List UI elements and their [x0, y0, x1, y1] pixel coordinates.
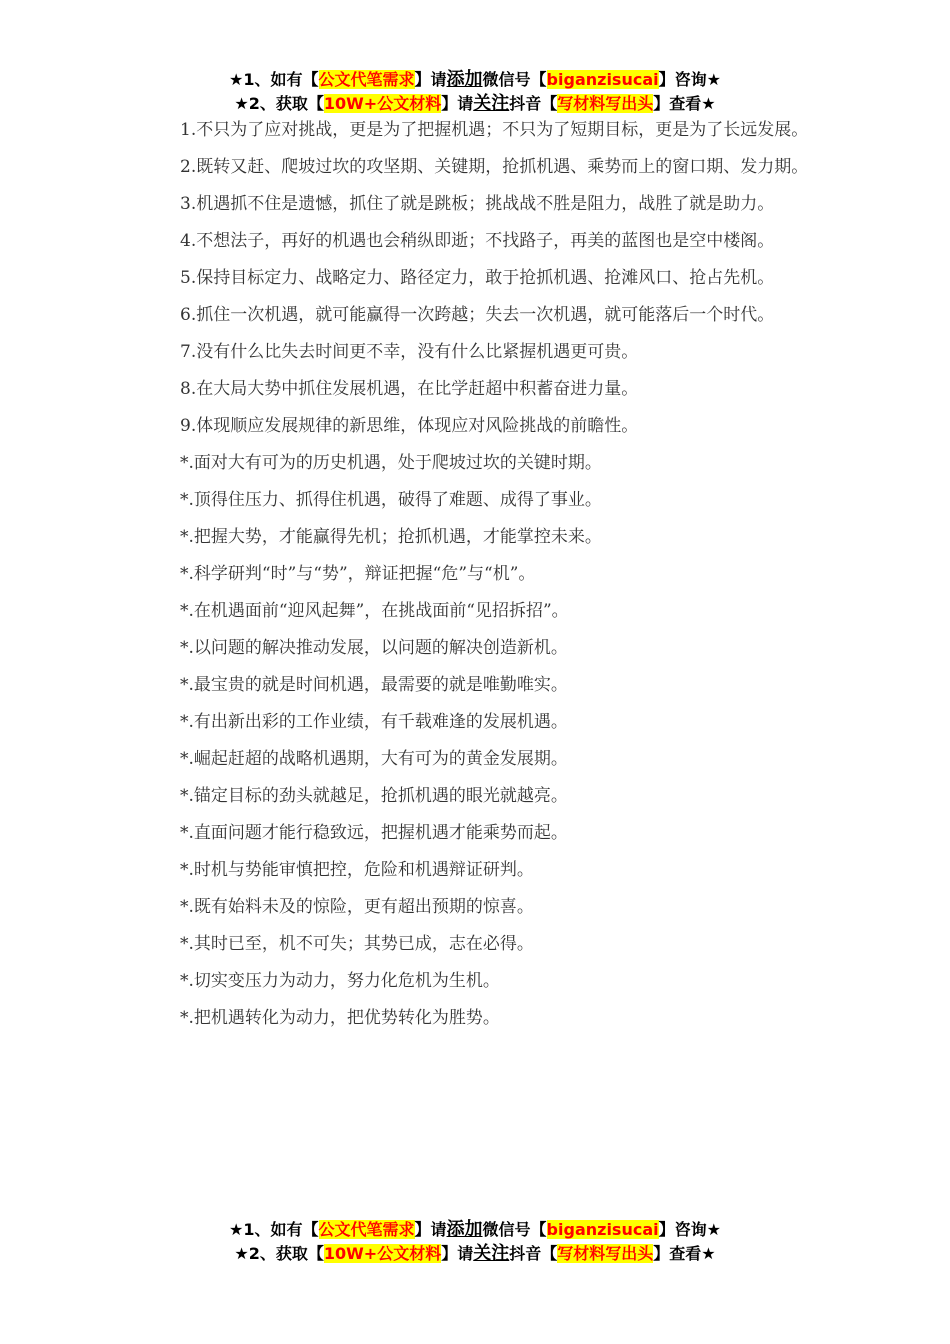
- header-text: 】查看★: [653, 1244, 716, 1263]
- highlight-materials: 10W+公文材料: [323, 1244, 442, 1263]
- paragraph: 2.既转又赶、爬坡过坎的攻坚期、关键期，抢抓机遇、乘势而上的窗口期、发力期。: [180, 157, 809, 177]
- paragraph: 5.保持目标定力、战略定力、路径定力，敢于抢抓机遇、抢滩风口、抢占先机。: [180, 268, 775, 288]
- header-text: ★1、如有【: [229, 1220, 319, 1239]
- paragraph: 9.体现顺应发展规律的新思维，体现应对风险挑战的前瞻性。: [180, 416, 639, 436]
- header-line-1: [0, 68, 950, 92]
- highlight-wechat-id: biganzisucai: [546, 1220, 659, 1239]
- paragraph: *.切实变压力为动力，努力化危机为生机。: [180, 971, 500, 991]
- header-text: 】查看★: [653, 94, 716, 113]
- header-text: 】请: [414, 1220, 447, 1239]
- paragraph: *.直面问题才能行稳致远，把握机遇才能乘势而起。: [180, 823, 568, 843]
- header-text: 】咨询★: [658, 70, 721, 89]
- paragraph: *.在机遇面前“迎风起舞”，在挑战面前“见招拆招”。: [180, 601, 569, 621]
- paragraph: *.最宝贵的就是时间机遇，最需要的就是唯勤唯实。: [180, 675, 568, 695]
- header-line-2: [0, 92, 950, 116]
- underlined-word: 关注: [473, 1243, 510, 1264]
- paragraph: *.崛起赶超的战略机遇期，大有可为的黄金发展期。: [180, 749, 568, 769]
- bottom-header: [0, 1218, 950, 1266]
- paragraph: 1.不只为了应对挑战，更是为了把握机遇；不只为了短期目标，更是为了长远发展。: [180, 120, 809, 140]
- highlight-douyin-account: 写材料写出头: [557, 1244, 654, 1263]
- paragraph: 3.机遇抓不住是遗憾，抓住了就是跳板；挑战战不胜是阻力，战胜了就是助力。: [180, 194, 775, 214]
- underlined-word: 添加: [446, 1219, 483, 1240]
- paragraph: 7.没有什么比失去时间更不幸，没有什么比紧握机遇更可贵。: [180, 342, 639, 362]
- paragraph: 6.抓住一次机遇，就可能赢得一次跨越；失去一次机遇，就可能落后一个时代。: [180, 305, 775, 325]
- paragraph: 4.不想法子，再好的机遇也会稍纵即逝；不找路子，再美的蓝图也是空中楼阁。: [180, 231, 775, 251]
- header-text: ★2、获取【: [234, 1244, 324, 1263]
- paragraph: *.把机遇转化为动力，把优势转化为胜势。: [180, 1008, 500, 1028]
- paragraph: *.以问题的解决推动发展，以问题的解决创造新机。: [180, 638, 568, 658]
- paragraph: 8.在大局大势中抓住发展机遇，在比学赶超中积蓄奋进力量。: [180, 379, 639, 399]
- header-text: ★1、如有【: [229, 70, 319, 89]
- header-text: 】请: [441, 94, 474, 113]
- header-text: 微信号【: [482, 70, 547, 89]
- paragraph: *.面对大有可为的历史机遇，处于爬坡过坎的关键时期。: [180, 453, 602, 473]
- highlight-service: 公文代笔需求: [318, 70, 415, 89]
- highlight-materials: 10W+公文材料: [323, 94, 442, 113]
- footer-line-2: [0, 1242, 950, 1266]
- paragraph: *.时机与势能审慎把控，危险和机遇辩证研判。: [180, 860, 534, 880]
- header-text: 】咨询★: [658, 1220, 721, 1239]
- header-text: 】请: [441, 1244, 474, 1263]
- paragraph: *.其时已至，机不可失；其势已成，志在必得。: [180, 934, 534, 954]
- top-header: [0, 68, 950, 116]
- underlined-word: 添加: [446, 69, 483, 90]
- header-text: 抖音【: [509, 94, 558, 113]
- paragraph: *.科学研判“时”与“势”，辩证把握“危”与“机”。: [180, 564, 536, 584]
- underlined-word: 关注: [473, 93, 510, 114]
- highlight-wechat-id: biganzisucai: [546, 70, 659, 89]
- highlight-douyin-account: 写材料写出头: [557, 94, 654, 113]
- paragraph: *.把握大势，才能赢得先机；抢抓机遇，才能掌控未来。: [180, 527, 602, 547]
- document-body: [144, 118, 824, 1043]
- paragraph: *.顶得住压力、抓得住机遇，破得了难题、成得了事业。: [180, 490, 602, 510]
- paragraph: *.有出新出彩的工作业绩，有千载难逢的发展机遇。: [180, 712, 568, 732]
- header-text: 微信号【: [482, 1220, 547, 1239]
- paragraph: *.锚定目标的劲头就越足，抢抓机遇的眼光就越亮。: [180, 786, 568, 806]
- header-text: 】请: [414, 70, 447, 89]
- highlight-service: 公文代笔需求: [318, 1220, 415, 1239]
- header-text: ★2、获取【: [234, 94, 324, 113]
- paragraph: *.既有始料未及的惊险，更有超出预期的惊喜。: [180, 897, 534, 917]
- header-text: 抖音【: [509, 1244, 558, 1263]
- footer-line-1: [0, 1218, 950, 1242]
